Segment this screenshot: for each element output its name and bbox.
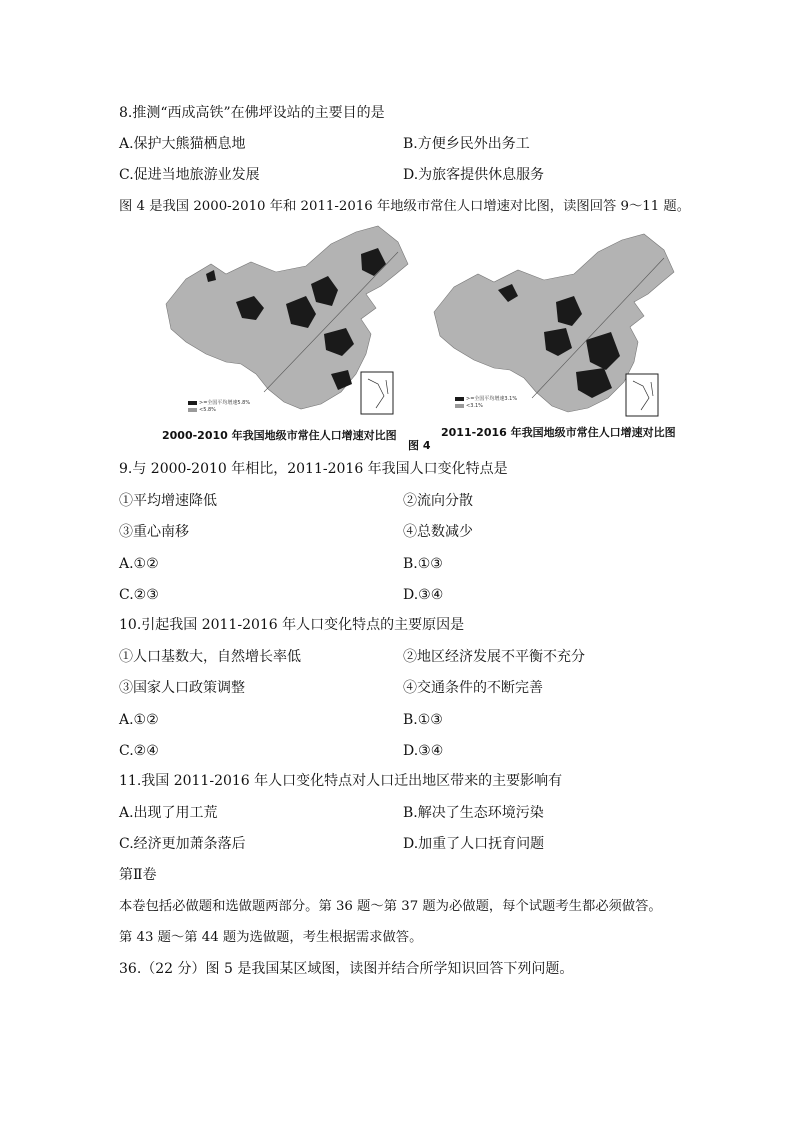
q10-item-1: ①人口基数大，自然增长率低: [119, 649, 301, 665]
q8-option-d: D.为旅客提供休息服务: [403, 167, 545, 183]
q10-item-4: ④交通条件的不断完善: [403, 680, 543, 696]
q10-item-3: ③国家人口政策调整: [119, 680, 245, 696]
q11-option-a: A.出现了用工荒: [119, 805, 218, 821]
q10-item-2: ②地区经济发展不平衡不充分: [403, 649, 585, 665]
q10-option-a: A.①②: [119, 712, 159, 728]
figure-intro: 图 4 是我国 2000-2010 年和 2011-2016 年地级市常住人口增速对比图，读图回答 9～11 题。: [119, 199, 691, 214]
q9-item-4: ④总数减少: [403, 524, 473, 540]
q11-stem: 11.我国 2011-2016 年人口变化特点对人口迁出地区带来的主要影响有: [119, 773, 563, 789]
q8-option-b: B.方便乡民外出务工: [403, 136, 530, 152]
right-map-caption: 2011-2016 年我国地级市常住人口增速对比图: [441, 426, 676, 439]
q8-stem: 8.推测“西成高铁”在佛坪设站的主要目的是: [119, 105, 385, 121]
q10-option-d: D.③④: [403, 743, 444, 759]
q8-option-a: A.保护大熊猫栖息地: [119, 136, 246, 152]
legend-swatch-gray: [188, 408, 197, 412]
q8-option-c: C.促进当地旅游业发展: [119, 167, 260, 183]
legend-swatch-gray: [455, 404, 464, 408]
q9-option-a: A.①②: [119, 556, 159, 572]
q11-option-d: D.加重了人口抚育问题: [403, 836, 545, 852]
q9-item-1: ①平均增速降低: [119, 493, 217, 509]
q10-stem: 10.引起我国 2011-2016 年人口变化特点的主要原因是: [119, 617, 465, 633]
q10-option-b: B.①③: [403, 712, 443, 728]
q9-item-2: ②流向分散: [403, 493, 473, 509]
left-map-caption: 2000-2010 年我国地级市常住人口增速对比图: [162, 429, 397, 442]
q11-option-c: C.经济更加萧条落后: [119, 836, 246, 852]
q36-stem: 36.（22 分）图 5 是我国某区域图，读图并结合所学知识回答下列问题。: [119, 961, 574, 977]
legend-swatch-dark: [455, 397, 464, 401]
part2-title: 第Ⅱ卷: [119, 867, 157, 883]
part2-desc-2: 第 43 题～第 44 题为选做题，考生根据需求做答。: [119, 930, 423, 945]
q11-option-b: B.解决了生态环境污染: [403, 805, 544, 821]
q9-option-d: D.③④: [403, 587, 444, 603]
q10-option-c: C.②④: [119, 743, 159, 759]
map-2000-2010: [156, 224, 418, 419]
right-legend: >=全国平均增速3.1% <3.1%: [455, 396, 517, 410]
q9-option-b: B.①③: [403, 556, 443, 572]
left-legend: >=全国平均增速5.8% <5.8%: [188, 400, 250, 414]
figure-label: 图 4: [408, 439, 431, 452]
part2-desc-1: 本卷包括必做题和选做题两部分。第 36 题～第 37 题为必做题，每个试题考生都必须做答。: [119, 899, 662, 914]
q9-stem: 9.与 2000-2010 年相比，2011-2016 年我国人口变化特点是: [119, 461, 508, 477]
map-2011-2016: [426, 232, 684, 422]
legend-swatch-dark: [188, 401, 197, 405]
q9-option-c: C.②③: [119, 587, 159, 603]
q9-item-3: ③重心南移: [119, 524, 189, 540]
